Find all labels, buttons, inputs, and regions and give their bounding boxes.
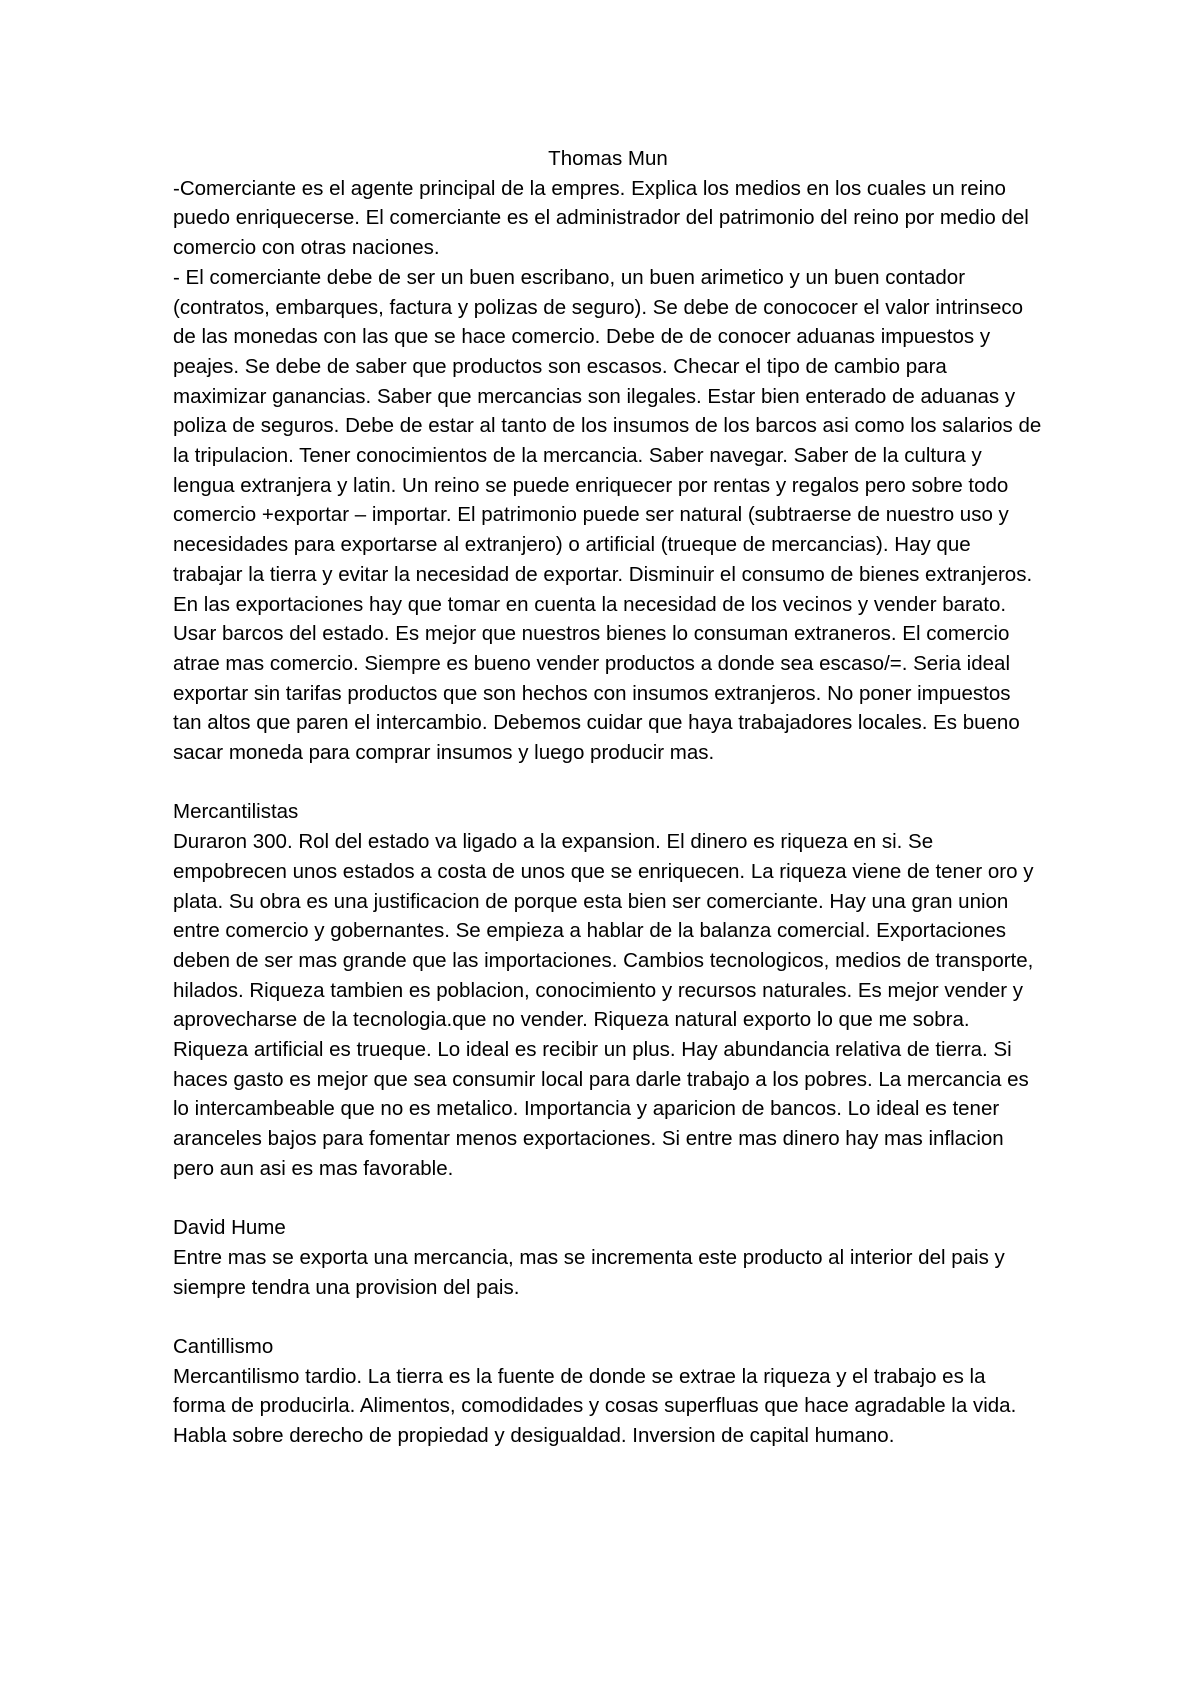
section-spacer [173,1302,1043,1332]
cantillismo-paragraph: Mercantilismo tardio. La tierra es la fuente de donde se extrae la riqueza y el trabajo es la forma de producirla. Alimentos, comodidades y cosas superfluas que hace agradable la vida. Habla sobre derecho de propiedad y desigualdad. Inversion de capital humano. [173,1364,1017,1448]
document-title: Thomas Mun [548,147,668,170]
mun-paragraph-1: -Comerciante es el agente principal de la empres. Explica los medios en los cuales un reino puedo enriquecerse. El comerciante es el administrador del patrimonio del reino por medio del comercio con otras naciones. [173,176,1029,260]
section-spacer [173,1184,1043,1214]
document-body [173,144,1043,1451]
hume-paragraph: Entre mas se exporta una mercancia, mas se incrementa este producto al interior del pais y siempre tendra una provision del pais. [173,1245,1005,1299]
section-heading-hume: David Hume [173,1216,286,1240]
section-heading-mercantilistas: Mercantilistas [173,800,299,824]
mercantilistas-paragraph: Duraron 300. Rol del estado va ligado a la expansion. El dinero es riqueza en si. Se empobrecen unos estados a costa de unos que se enriquecen. La riqueza viene de tener oro y plata. Su obra es una justificacion de porque esta bien ser comerciante. Hay una gran union entre comercio y gobernantes. Se empieza a hablar de la balanza comercial. Exportaciones deben de ser mas grande que las importaciones. Cambios tecnologicos, medios de transporte, hilados. Riqueza tambien es poblacion, conocimiento y recursos naturales. Es mejor vender y aprovecharse de la tecnologia.que no vender. Riqueza natural exporto lo que me sobra. Riqueza artificial es trueque. Lo ideal es recibir un plus. Hay abundancia relativa de tierra. Si haces gasto es mejor que sea consumir local para darle trabajo a los pobres. La mercancia es lo intercambeable que no es metalico. Importancia y aparicion de bancos. Lo ideal es tener aranceles bajos para fomentar menos exportaciones. Si entre mas dinero hay mas inflacion pero aun asi es mas favorable. [173,830,1034,1180]
section-heading-cantillismo: Cantillismo [173,1335,274,1359]
mun-paragraph-2: - El comerciante debe de ser un buen escribano, un buen arimetico y un buen contador (contratos, embarques, factura y polizas de seguro). Se debe de conococer el valor intrinseco de las monedas con las que se hace comercio. Debe de de conocer aduanas impuestos y peajes. Se debe de saber que productos son escasos. Checar el tipo de cambio para maximizar ganancias. Saber que mercancias son ilegales. Estar bien enterado de aduanas y poliza de seguros. Debe de estar al tanto de los insumos de los barcos asi como los salarios de la tripulacion. Tener conocimientos de la mercancia. Saber navegar. Saber de la cultura y lengua extranjera y latin. Un reino se puede enriquecer por rentas y regalos pero sobre todo comercio +exportar – importar. El patrimonio puede ser natural (subtraerse de nuestro uso y necesidades para exportarse al extranjero) o artificial (trueque de mercancias). Hay que trabajar la tierra y evitar la necesidad de exportar. Disminuir el consumo de bienes extranjeros. En las exportaciones hay que tomar en cuenta la necesidad de los vecinos y vender barato. Usar barcos del estado. Es mejor que nuestros bienes lo consuman extraneros. El comercio atrae mas comercio. Siempre es bueno vender productos a donde sea escaso/=. Seria ideal exportar sin tarifas productos que son hechos con insumos extranjeros. No poner impuestos tan altos que paren el intercambio. Debemos cuidar que haya trabajadores locales. Es bueno sacar moneda para comprar insumos y luego producir mas. [173,265,1042,765]
section-spacer [173,768,1043,798]
